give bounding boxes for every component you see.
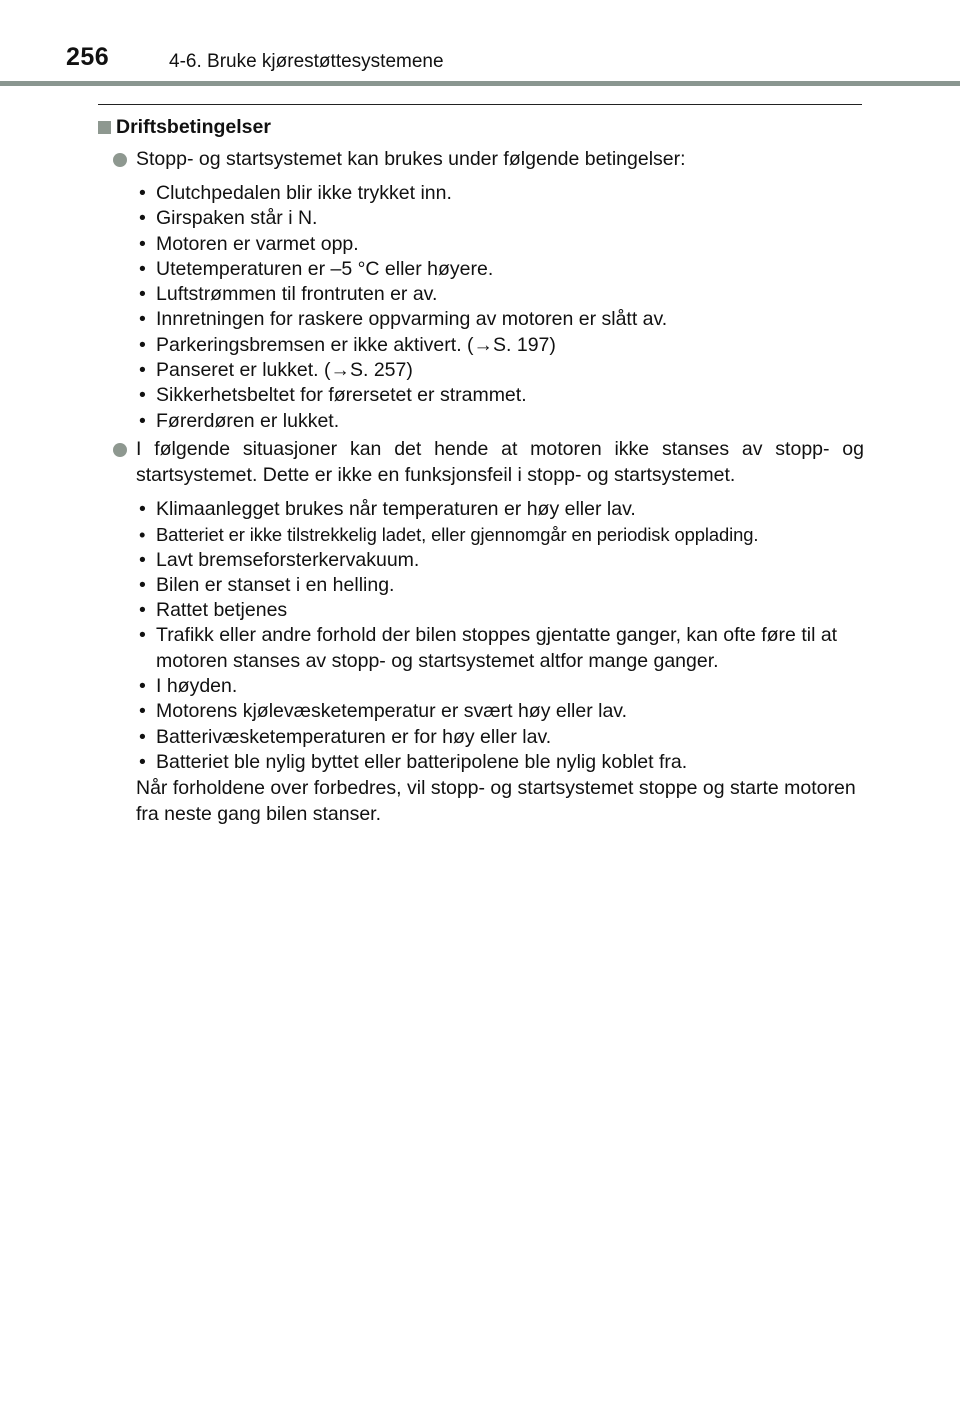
list-item: • Motorens kjølevæsketemperatur er svært høy eller lav.: [136, 699, 864, 724]
list-item: • Innretningen for raskere oppvarming av motoren er slått av.: [136, 307, 864, 332]
conditions-list: [98, 181, 864, 434]
list-item: • Førerdøren er lukket.: [136, 409, 864, 434]
list-item: • Batterivæsketemperaturen er for høy eller lav.: [136, 725, 864, 750]
paragraph-text: Stopp- og startsystemet kan brukes under følgende betingelser:: [136, 148, 686, 170]
section-content: [98, 112, 864, 827]
list-item: • Bilen er stanset i en helling.: [136, 573, 864, 598]
list-item: • Batteriet ble nylig byttet eller batteripolene ble nylig koblet fra.: [136, 750, 864, 775]
list-item: • Motoren er varmet opp.: [136, 232, 864, 257]
list-item: • Lavt bremseforsterkervakuum.: [136, 548, 864, 573]
list-item: • Girspaken står i N.: [136, 206, 864, 231]
paragraph-text: I følgende situasjoner kan det hende at motoren ikke stanses av stopp- og startsystemet. Dette er ikke en funksjonsfeil i stopp- og startsystemet.: [136, 437, 864, 486]
section-title: Driftsbetingelser: [116, 116, 271, 138]
page-number: 256: [66, 43, 110, 71]
closing-paragraph: Når forholdene over forbedres, vil stopp- og startsystemet stoppe og starte motoren fra neste gang bilen stanser.: [136, 777, 856, 826]
list-item: • Sikkerhetsbeltet for førersetet er strammet.: [136, 383, 864, 408]
square-bullet-icon: [98, 121, 111, 134]
exceptions-list: [98, 497, 864, 775]
list-item: • I høyden.: [136, 674, 864, 699]
paragraph-conditions: [98, 146, 864, 172]
list-item: • Clutchpedalen blir ikke trykket inn.: [136, 181, 864, 206]
list-item: • Trafikk eller andre forhold der bilen stoppes gjentatte ganger, kan ofte føre til at motoren stanses av stopp- og startsystemet altfor mange ganger.: [136, 623, 864, 674]
chapter-title: 4-6. Bruke kjørestøttesystemene: [169, 51, 444, 72]
header-rule: [0, 81, 960, 86]
paragraph-exceptions: [98, 436, 864, 488]
circle-bullet-icon: [113, 443, 127, 457]
section-divider: [98, 104, 862, 105]
list-item: • Rattet betjenes: [136, 598, 864, 623]
list-item: • Panseret er lukket. (→S. 257): [136, 358, 864, 383]
page-header: [0, 0, 960, 90]
list-item: • Parkeringsbremsen er ikke aktivert. (→S. 197): [136, 333, 864, 358]
list-item: • Batteriet er ikke tilstrekkelig ladet, eller gjennomgår en periodisk opplading.: [136, 522, 864, 547]
list-item: • Klimaanlegget brukes når temperaturen er høy eller lav.: [136, 497, 864, 522]
list-item: • Utetemperaturen er –5 °C eller høyere.: [136, 257, 864, 282]
list-item: • Luftstrømmen til frontruten er av.: [136, 282, 864, 307]
circle-bullet-icon: [113, 153, 127, 167]
section-heading: [98, 112, 864, 142]
